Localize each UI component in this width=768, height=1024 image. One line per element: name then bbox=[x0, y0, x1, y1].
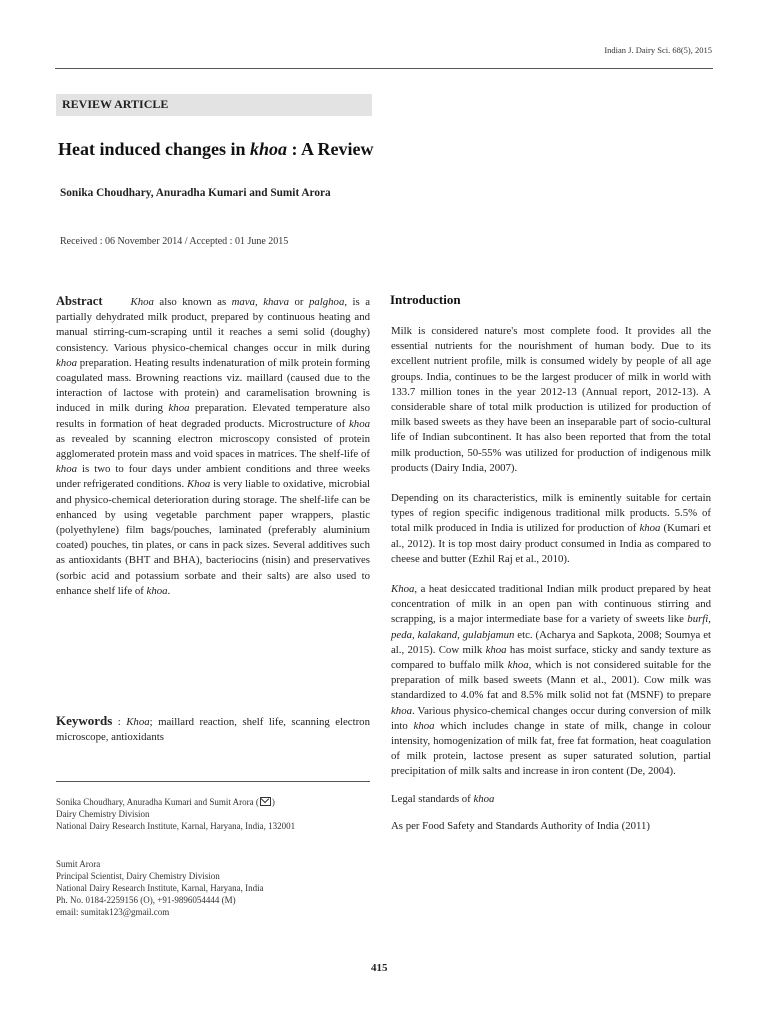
keyword-text: Khoa bbox=[126, 716, 150, 728]
abstract-text: is very liable to oxidative, microbial and physico-chemical deterioration during storage. The shelf-life can be enhanced by using vegetable parchment paper wrappers, plastic (polyethylene) film bags/pouches, laminated (preferably aluminium coated) pouches, tin plates, or cans in pack sizes. Several additives such as antioxidants (BHT and BHA), bacteriocins (nisin) and preservatives (sorbic acid and potassium sorbate and their salts) are also used to enhance shelf life of bbox=[56, 478, 370, 597]
footnote-email: email: sumitak123@gmail.com bbox=[56, 907, 170, 917]
abstract-text: palghoa bbox=[308, 296, 345, 308]
abstract-text: Khoa bbox=[130, 296, 154, 308]
footnote-line: Dairy Chemistry Division bbox=[56, 809, 150, 819]
paragraph-text: etc. (Acharya and Sapkota, 2008; Soumya et al., 2015). Cow milk bbox=[391, 628, 712, 656]
keyword-text: ; maillard reaction, shelf life, scanning electron microscope, antioxidants bbox=[56, 716, 370, 744]
footnote-text: Sonika Choudhary, Anuradha Kumari and Sumit Arora ( bbox=[56, 797, 259, 807]
abstract-text: khoa bbox=[168, 402, 190, 415]
abstract-text: mava, khava bbox=[231, 296, 289, 308]
footnote-line: National Dairy Research Institute, Karnal, Haryana, India bbox=[56, 883, 264, 893]
footnote-line bbox=[56, 796, 376, 808]
abstract-text: or bbox=[288, 296, 309, 308]
author-list: Sonika Choudhary, Anuradha Kumari and Sumit Arora bbox=[60, 187, 331, 199]
footnote-line: Sumit Arora bbox=[56, 859, 101, 869]
keywords-heading: Keywords bbox=[56, 713, 113, 728]
paragraph-text: Depending on its characteristics, milk is eminently suitable for certain types of region specific indigenous traditional milk products. 5.5% of total milk produced in India is utilized for production of bbox=[391, 492, 711, 535]
paragraph: As per Food Safety and Standards Authority of India (2011) bbox=[391, 819, 650, 832]
title-part-3: : A Review bbox=[287, 139, 374, 159]
received-accepted-dates: Received : 06 November 2014 / Accepted : 01 June 2015 bbox=[60, 236, 289, 247]
section-label: REVIEW ARTICLE bbox=[62, 97, 169, 111]
abstract-text: khoa bbox=[56, 463, 77, 476]
subheading-legal-standards bbox=[391, 792, 711, 807]
abstract-text: as revealed by scanning electron microscopy consisted of protein agglomerated protein mass and void spaces in matrices. The shelf-life of bbox=[56, 432, 370, 461]
paragraph: Milk is considered nature's most complete food. It provides all the essential nutrients for the nourishment of human body. Due to its excellent nutrient profile, milk is consumed widely by people of all age groups. India, continues to be the largest producer of milk in world with 133.7 million tones in the year 2012-13 (Annual report, 2012-13). A considerable share of total milk production is utilized for production of milk based sweets as they have been an inseparable part of socio-cultural life of Indian subcontinent. It has also been reported that from the total milk production, 50-55% was utilized for production of indigenous milk products (Dairy India, 2007). bbox=[391, 325, 711, 474]
abstract-text: also known as bbox=[153, 296, 232, 308]
paragraph bbox=[391, 582, 711, 780]
paragraph-text: khoa bbox=[507, 659, 529, 672]
page-number: 415 bbox=[371, 962, 388, 974]
section-banner bbox=[56, 94, 372, 116]
keywords-separator: : bbox=[112, 716, 127, 728]
title-part-1: Heat induced changes in bbox=[58, 139, 251, 159]
footnote-line: Principal Scientist, Dairy Chemistry Division bbox=[56, 871, 220, 881]
abstract-text: Khoa bbox=[186, 478, 211, 491]
introduction-heading: Introduction bbox=[390, 292, 461, 307]
abstract-text: khoa bbox=[56, 356, 77, 369]
paragraph-text: , which is not considered suitable for the preparation of milk based sweets (Mann et al., 2001). Cow milk was standardized to 4.0% fat and 8.5% milk solid not fat (MSNF) to prepare bbox=[391, 659, 711, 702]
paragraph bbox=[391, 491, 711, 567]
abstract-text: khoa bbox=[349, 417, 370, 430]
abstract-text: preparation. Elevated temperature also results in formation of heat degraded products. Microstructure of bbox=[56, 402, 371, 430]
paragraph-text: burfi, peda, kalakand, gulabjamun bbox=[391, 613, 711, 641]
introduction-body bbox=[391, 324, 711, 849]
abstract-text: is two to four days under ambient conditions and three weeks under refrigerated conditions. bbox=[56, 463, 370, 491]
abstract-text: . bbox=[167, 584, 171, 597]
footnote-line: National Dairy Research Institute, Karnal, Haryana, India, 132001 bbox=[56, 821, 296, 831]
paragraph-text: khoa bbox=[391, 704, 412, 717]
paragraph-text: which includes change in state of milk, change in colour intensity, homogenization of milk fat, free fat formation, heat coagulation of milk protein, lactose present as super saturated solution, partial precipitation of milk salts and increase in iron content (De, 2004). bbox=[391, 719, 711, 778]
paragraph-text: , a heat desiccated traditional Indian milk product prepared by heat concentration of milk in an open pan with continuous stirring and scrapping, is a major intermediate base for a variety of sweets like bbox=[391, 583, 711, 626]
envelope-icon bbox=[260, 797, 271, 806]
abstract-text: khoa bbox=[146, 584, 168, 597]
paragraph-text: khoa bbox=[413, 719, 435, 732]
abstract-text: , is a partially dehydrated milk product, prepared by continuous heating and manual stirring-cum-scraping until it reaches a semi solid (doughy) consistency. Various physico-chemical changes occur in milk during bbox=[56, 296, 370, 354]
article-title bbox=[58, 139, 374, 160]
abstract-text: preparation. Heating results indenaturation of milk protein forming coagulated mass. Browning reactions viz. maillard (caused due to the interaction of lactose with protein) and caramelisation browning is induced in milk during bbox=[56, 356, 370, 415]
abstract-block bbox=[56, 294, 370, 599]
title-part-2: khoa bbox=[250, 139, 288, 159]
header-rule bbox=[55, 68, 713, 69]
subheading-text: Legal standards of bbox=[391, 792, 474, 805]
paragraph-text: has moist surface, sticky and sandy texture as compared to buffalo milk bbox=[391, 643, 712, 672]
author-affiliation-footnote bbox=[56, 796, 376, 832]
footnote-rule bbox=[56, 781, 370, 782]
journal-reference: Indian J. Dairy Sci. 68(5), 2015 bbox=[604, 45, 712, 55]
paragraph-text: khoa bbox=[485, 643, 507, 656]
keywords-block bbox=[56, 713, 370, 745]
paragraph-text: . Various physico-chemical changes occur during conversion of milk into bbox=[391, 704, 711, 732]
footnote-text: ) bbox=[271, 797, 275, 807]
paragraph-text: khoa bbox=[639, 522, 661, 535]
abstract-heading: Abstract bbox=[56, 294, 103, 308]
subheading-text: khoa bbox=[473, 792, 495, 805]
corresponding-author-footnote bbox=[56, 858, 376, 918]
footnote-line: Ph. No. 0184-2259156 (O), +91-9896054444 (M) bbox=[56, 895, 236, 905]
paragraph-text: (Kumari et al., 2012). It is top most dairy product consumed in India as compared to cheese and butter (Ezhil Raj et al., 2010). bbox=[391, 522, 711, 565]
paragraph-text: Khoa bbox=[391, 583, 415, 596]
